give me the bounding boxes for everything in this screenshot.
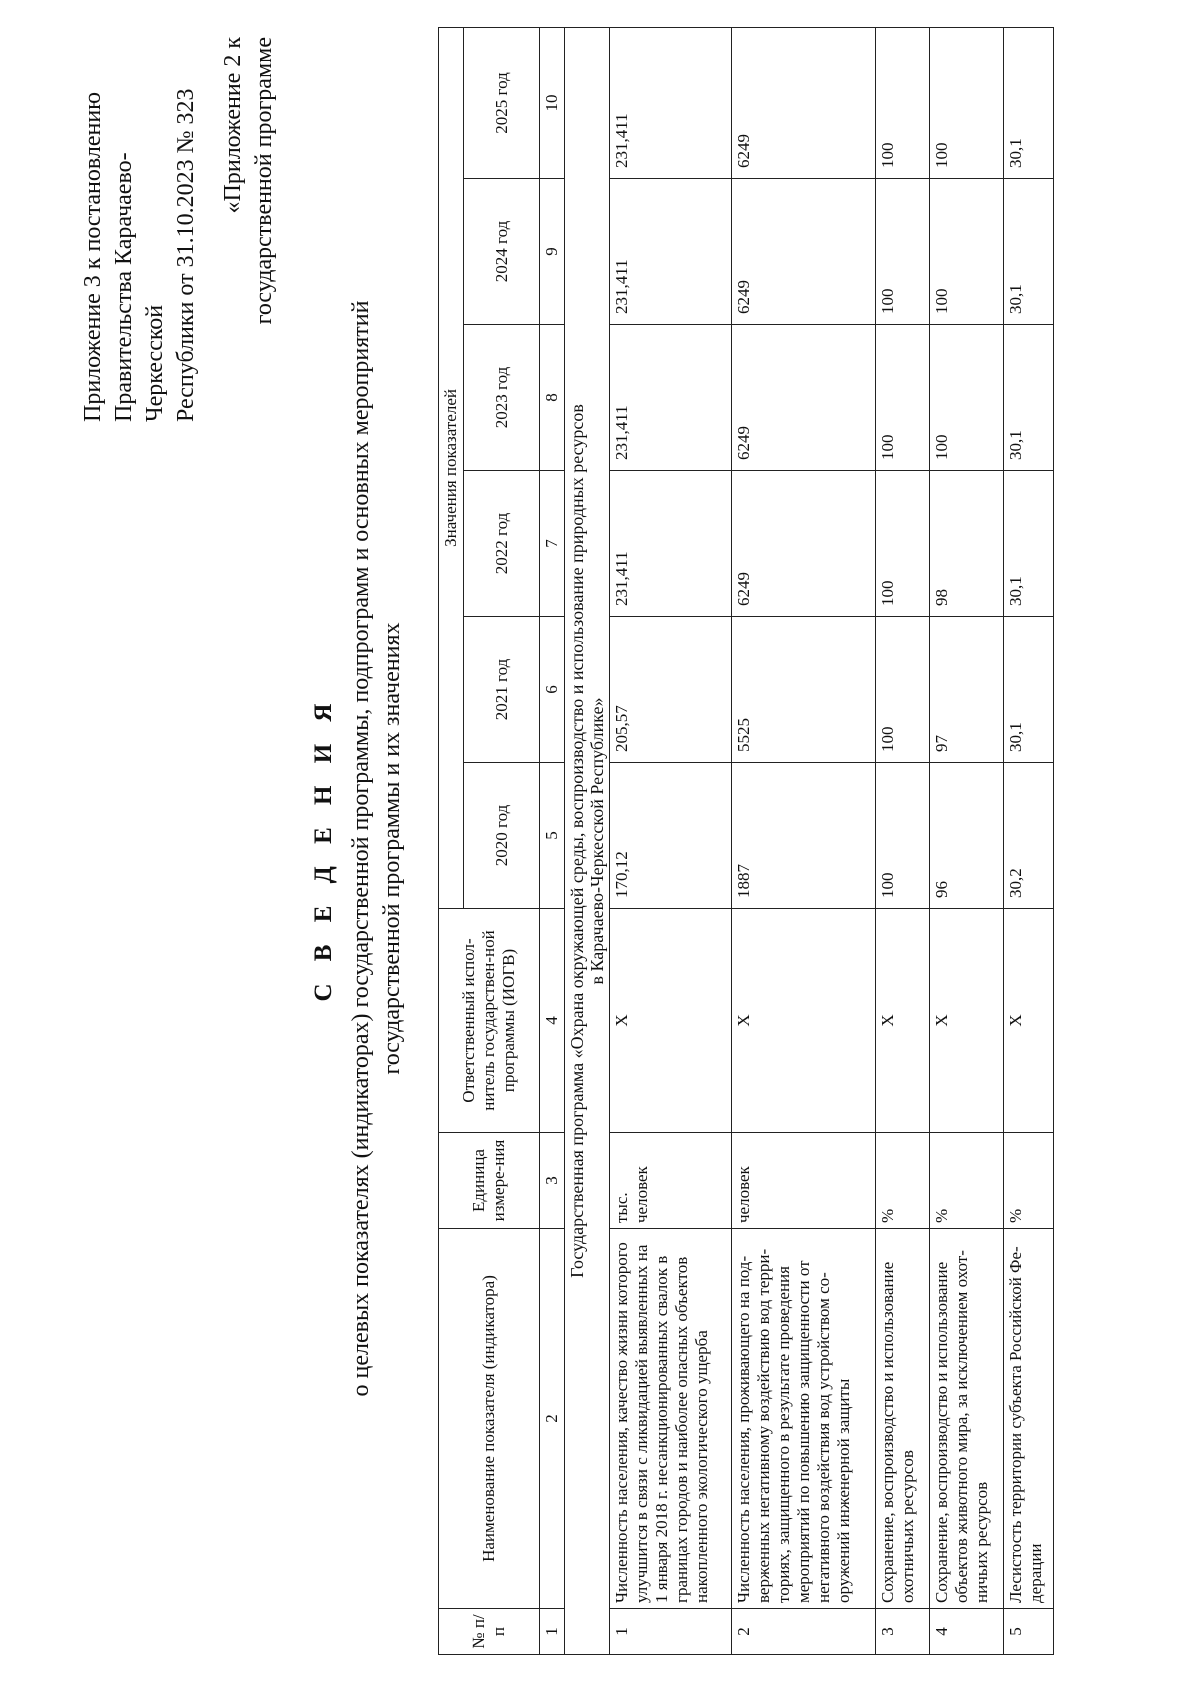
row-name: Сохранение, воспроизводство и использование объектов животного мира, за исключением охот-ничьих ресурсов <box>930 1229 1004 1609</box>
column-number: 5 <box>540 763 565 909</box>
subtitle-line: о целевых показателях (индикаторах) государственной программы, подпрограмм и основных мероприятий <box>348 300 374 1397</box>
header-values-group: Значения показателей <box>439 27 464 908</box>
appendix-reference <box>78 42 202 422</box>
row-name: Лесистость территории субъекта Российской Фе-дерации <box>1004 1229 1054 1609</box>
header-unit: Единица измере-ния <box>439 1133 540 1229</box>
table-row <box>876 27 930 1654</box>
row-name: Численность населения, проживающего на под-верженных негативному воздействию вод терри-ториях, защищенного в результате проведения мероприятий по повышению защищенности от негативного воздействия вод устройством со-оружений инженерной защиты <box>732 1229 876 1609</box>
column-number: 9 <box>540 179 565 325</box>
table-row <box>930 27 1004 1654</box>
row-value: 100 <box>876 325 930 471</box>
header-year: 2024 год <box>464 179 540 325</box>
header-executor: Ответственный испол-нитель государствен-ной программы (ИОГВ) <box>439 909 540 1133</box>
header-name: Наименование показателя (индикатора) <box>439 1229 540 1609</box>
row-num: 4 <box>930 1609 1004 1655</box>
row-name: Численность населения, качество жизни которого улучшится в связи с ликвидацией выявленных на 1 января 2018 г. несанкционированных свалок в границах городов и наиболее опасных объектов накопленного экологического ущерба <box>610 1229 732 1609</box>
row-num: 3 <box>876 1609 930 1655</box>
table-row <box>732 27 876 1654</box>
row-executor: Х <box>930 909 1004 1133</box>
row-num: 1 <box>610 1609 732 1655</box>
header-year: 2022 год <box>464 471 540 617</box>
row-executor: Х <box>610 909 732 1133</box>
header-year: 2021 год <box>464 617 540 763</box>
column-number: 8 <box>540 325 565 471</box>
column-number: 1 <box>540 1609 565 1655</box>
row-unit: тыс. человек <box>610 1133 732 1229</box>
row-value: 97 <box>930 617 1004 763</box>
row-value: 30,1 <box>1004 471 1054 617</box>
row-value: 100 <box>930 325 1004 471</box>
column-numbers-row <box>540 27 565 1654</box>
row-value: 5525 <box>732 617 876 763</box>
row-value: 30,1 <box>1004 179 1054 325</box>
row-value: 100 <box>876 179 930 325</box>
row-value: 6249 <box>732 179 876 325</box>
appendix2-line: государственной программе <box>251 37 277 325</box>
header-year: 2023 год <box>464 325 540 471</box>
column-number: 7 <box>540 471 565 617</box>
row-value: 231,411 <box>610 179 732 325</box>
row-value: 30,1 <box>1004 27 1054 178</box>
appendix2-line: «Приложение 2 к <box>220 37 246 214</box>
row-value: 100 <box>930 27 1004 178</box>
row-value: 6249 <box>732 325 876 471</box>
row-num: 2 <box>732 1609 876 1655</box>
section-title-line: в Карачаево-Черкесской Республике» <box>587 697 607 985</box>
row-value: 205,57 <box>610 617 732 763</box>
column-number: 3 <box>540 1133 565 1229</box>
row-value: 30,2 <box>1004 763 1054 909</box>
row-value: 231,411 <box>610 27 732 178</box>
row-value: 100 <box>876 617 930 763</box>
row-value: 98 <box>930 471 1004 617</box>
column-number: 4 <box>540 909 565 1133</box>
row-value: 170,12 <box>610 763 732 909</box>
section-title <box>565 27 610 1654</box>
appendix2-reference <box>218 37 280 397</box>
row-value: 96 <box>930 763 1004 909</box>
appendix-line: Правительства Карачаево-Черкесской <box>111 152 168 422</box>
document-title: С В Е Д Е Н И Я <box>310 695 337 1002</box>
row-value: 231,411 <box>610 325 732 471</box>
row-unit: % <box>876 1133 930 1229</box>
table-row <box>610 27 732 1654</box>
subtitle-line: государственной программы и их значениях <box>379 622 405 1075</box>
row-value: 100 <box>876 471 930 617</box>
row-executor: Х <box>876 909 930 1133</box>
row-executor: Х <box>732 909 876 1133</box>
row-value: 6249 <box>732 27 876 178</box>
row-name: Сохранение, воспроизводство и использование охотничьих ресурсов <box>876 1229 930 1609</box>
column-number: 10 <box>540 27 565 178</box>
header-year: 2025 год <box>464 27 540 178</box>
row-unit: человек <box>732 1133 876 1229</box>
row-value: 1887 <box>732 763 876 909</box>
header-year: 2020 год <box>464 763 540 909</box>
column-number: 6 <box>540 617 565 763</box>
row-num: 5 <box>1004 1609 1054 1655</box>
appendix-line: Приложение 3 к постановлению <box>80 91 106 422</box>
row-value: 30,1 <box>1004 325 1054 471</box>
table-row <box>1004 27 1054 1654</box>
section-row <box>565 27 610 1654</box>
row-value: 100 <box>930 179 1004 325</box>
row-value: 30,1 <box>1004 617 1054 763</box>
column-number: 2 <box>540 1229 565 1609</box>
header-num: № п/п <box>439 1609 540 1655</box>
row-executor: Х <box>1004 909 1054 1133</box>
indicators-table <box>438 27 1054 1655</box>
row-unit: % <box>1004 1133 1054 1229</box>
document-subtitle <box>346 0 408 1697</box>
row-unit: % <box>930 1133 1004 1229</box>
row-value: 231,411 <box>610 471 732 617</box>
appendix-line: Республики от 31.10.2023 № 323 <box>173 88 199 422</box>
section-title-line: Государственная программа «Охрана окружающей среды, воспроизводство и использование природных ресурсов <box>567 404 587 1278</box>
row-value: 100 <box>876 27 930 178</box>
row-value: 6249 <box>732 471 876 617</box>
row-value: 100 <box>876 763 930 909</box>
